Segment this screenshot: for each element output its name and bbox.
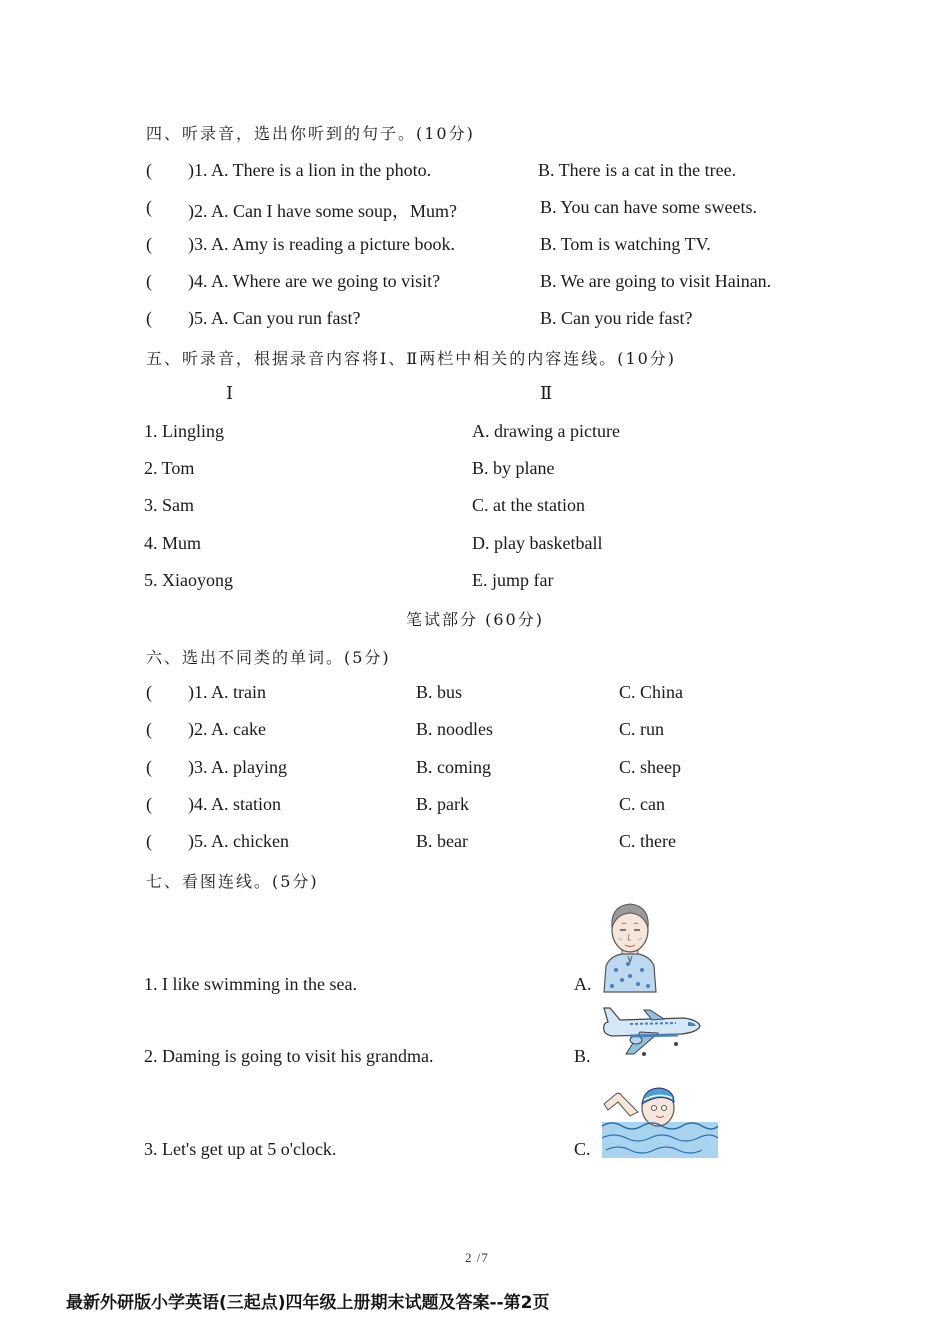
answer-paren[interactable]: (	[146, 719, 152, 739]
answer-paren[interactable]: (	[146, 271, 152, 291]
s6-item1-b: B. bus	[416, 682, 463, 702]
s4-item1-b: B. There is a cat in the tree.	[538, 160, 737, 180]
document-footer: 最新外研版小学英语(三起点)四年级上册期末试题及答案--第2页	[66, 1293, 550, 1313]
swimmer-illustration[interactable]	[600, 1082, 720, 1160]
s4-item2-a: )2. A. Can I have some soup，Mum?	[188, 201, 457, 221]
s6-item2-a: )2. A. cake	[188, 719, 266, 739]
match-left-4[interactable]: 4. Mum	[144, 533, 202, 553]
answer-paren[interactable]: (	[146, 160, 152, 180]
s6-item4-b: B. park	[416, 794, 469, 814]
s7-sentence-3[interactable]: 3. Let's get up at 5 o'clock.	[144, 1139, 337, 1159]
s6-item3-a: )3. A. playing	[188, 757, 287, 777]
match-left-3[interactable]: 3. Sam	[144, 495, 195, 515]
s4-item4-a: )4. A. Where are we going to visit?	[188, 271, 441, 291]
s6-item1-a: )1. A. train	[188, 682, 266, 702]
column-ii-header: Ⅱ	[540, 383, 553, 403]
s4-item3-b: B. Tom is watching TV.	[540, 234, 711, 254]
answer-paren[interactable]: (	[146, 308, 152, 328]
answer-paren[interactable]: (	[146, 682, 152, 702]
s6-item5-a: )5. A. chicken	[188, 831, 289, 851]
s6-item5-c: C. there	[619, 831, 676, 851]
s7-letter-b[interactable]: B.	[574, 1046, 591, 1066]
answer-paren[interactable]: (	[146, 197, 152, 217]
column-i-header: Ⅰ	[226, 383, 234, 403]
match-right-d[interactable]: D. play basketball	[472, 533, 603, 553]
page-number: 2 /7	[465, 1250, 489, 1265]
s4-item5-b: B. Can you ride fast?	[540, 308, 693, 328]
written-part-title: 笔试部分 (60分)	[406, 610, 544, 629]
s7-letter-a[interactable]: A.	[574, 974, 592, 994]
match-left-1[interactable]: 1. Lingling	[144, 421, 224, 441]
match-left-5[interactable]: 5. Xiaoyong	[144, 570, 233, 590]
answer-paren[interactable]: (	[146, 234, 152, 254]
match-right-a[interactable]: A. drawing a picture	[472, 421, 620, 441]
grandma-illustration[interactable]	[598, 900, 662, 994]
s6-item3-c: C. sheep	[619, 757, 681, 777]
section6-heading: 六、选出不同类的单词。(5分)	[146, 648, 391, 667]
section5-heading: 五、听录音，根据录音内容将Ⅰ、Ⅱ两栏中相关的内容连线。(10分)	[146, 349, 677, 368]
s4-item5-a: )5. A. Can you run fast?	[188, 308, 361, 328]
s6-item4-a: )4. A. station	[188, 794, 281, 814]
s4-item4-b: B. We are going to visit Hainan.	[540, 271, 772, 291]
s7-letter-c[interactable]: C.	[574, 1139, 591, 1159]
s4-item3-a: )3. A. Amy is reading a picture book.	[188, 234, 455, 254]
answer-paren[interactable]: (	[146, 831, 152, 851]
s4-item2-b: B. You can have some sweets.	[540, 197, 757, 217]
s4-item1-a: )1. A. There is a lion in the photo.	[188, 160, 432, 180]
section4-heading: 四、听录音，选出你听到的句子。(10分)	[146, 124, 475, 143]
match-right-e[interactable]: E. jump far	[472, 570, 554, 590]
answer-paren[interactable]: (	[146, 794, 152, 814]
s7-sentence-2[interactable]: 2. Daming is going to visit his grandma.	[144, 1046, 434, 1066]
s6-item2-b: B. noodles	[416, 719, 494, 739]
match-left-2[interactable]: 2. Tom	[144, 458, 195, 478]
s6-item1-c: C. China	[619, 682, 684, 702]
match-right-c[interactable]: C. at the station	[472, 495, 585, 515]
s6-item2-c: C. run	[619, 719, 664, 739]
s6-item4-c: C. can	[619, 794, 665, 814]
s6-item5-b: B. bear	[416, 831, 468, 851]
airplane-illustration[interactable]	[600, 1004, 704, 1062]
s7-sentence-1[interactable]: 1. I like swimming in the sea.	[144, 974, 357, 994]
answer-paren[interactable]: (	[146, 757, 152, 777]
section7-heading: 七、看图连线。(5分)	[146, 872, 319, 891]
match-right-b[interactable]: B. by plane	[472, 458, 555, 478]
s6-item3-b: B. coming	[416, 757, 491, 777]
